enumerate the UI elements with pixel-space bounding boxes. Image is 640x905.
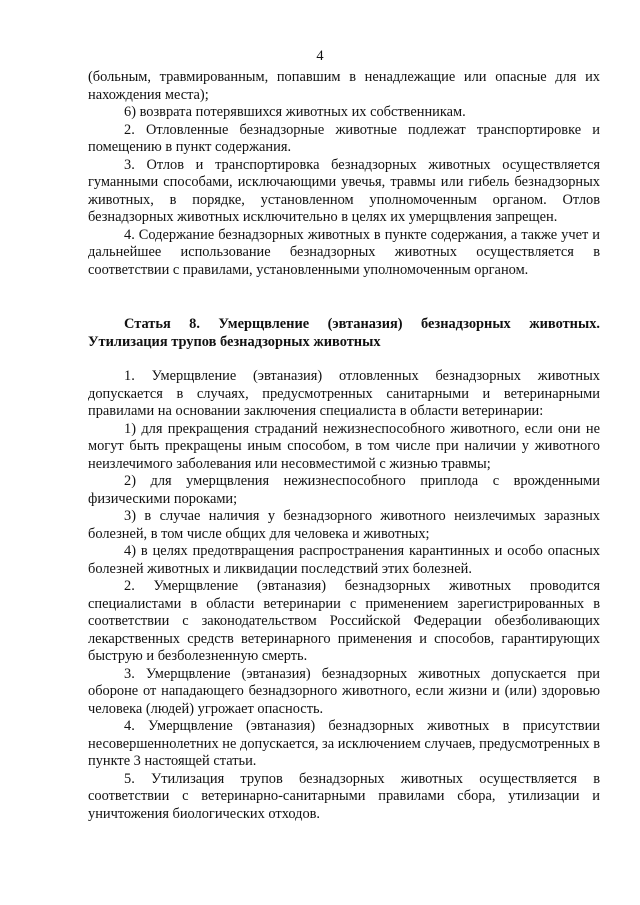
article-body bbox=[88, 368, 600, 823]
page-number: 4 bbox=[316, 48, 324, 64]
article-subitem-2: 2) для умерщвления нежизнеспособного приплода с врожденными физическими пороками; bbox=[88, 473, 600, 507]
article-subitem-3: 3) в случае наличия у безнадзорного животного неизлечимых заразных болезней, в том числе общих для человека и животных; bbox=[88, 508, 600, 542]
paragraph-item-6: 6) возврата потерявшихся животных их собственникам. bbox=[124, 104, 466, 120]
article-subitem-1: 1) для прекращения страданий нежизнеспособного животного, если они не могут быть прекращены иным способом, в том числе при наличии у животного неизлечимого заболевания или несовместимой с жизнью травмы; bbox=[88, 420, 600, 472]
paragraph-continuation: (больным, травмированным, попавшим в ненадлежащие или опасные для их нахождения места); bbox=[88, 69, 600, 103]
article-paragraph-5: 5. Утилизация трупов безнадзорных животных осуществляется в соответствии с ветеринарно-санитарными правилами сбора, утилизации и уничтожения биологических отходов. bbox=[88, 770, 600, 822]
article-title: Статья 8. Умерщвление (эвтаназия) безнадзорных животных. Утилизация трупов безнадзорных животных bbox=[88, 316, 600, 350]
article-paragraph-2: 2. Умерщвление (эвтаназия) безнадзорных животных проводится специалистами в области ветеринарии с применением зарегистрированных в соответствии с законодательством Российской Федерации обезболивающих лекарственных средств ветеринарного применения и способов, гарантирующих быструю и безболезненную смерть. bbox=[88, 578, 600, 664]
top-section bbox=[88, 69, 600, 279]
paragraph-3: 3. Отлов и транспортировка безнадзорных животных осуществляется гуманными способами, исключающими увечья, травмы или гибель безнадзорных животных, в порядке, установленном уполномоченным органом. Отлов безнадзорных животных исключительно в целях их умерщвления запрещен. bbox=[88, 156, 600, 225]
article-subitem-4: 4) в целях предотвращения распространения карантинных и особо опасных болезней животных и ликвидации последствий этих болезней. bbox=[88, 543, 600, 577]
paragraph-2: 2. Отловленные безнадзорные животные подлежат транспортировке и помещению в пункт содержания. bbox=[88, 121, 600, 155]
paragraph-4: 4. Содержание безнадзорных животных в пункте содержания, а также учет и дальнейшее использование безнадзорных животных осуществляется в соответствии с правилами, установленными уполномоченным органом. bbox=[88, 226, 600, 278]
article-heading bbox=[88, 316, 600, 351]
article-paragraph-4: 4. Умерщвление (эвтаназия) безнадзорных животных в присутствии несовершеннолетних не допускается, за исключением случаев, предусмотренных в пункте 3 настоящей статьи. bbox=[88, 718, 600, 769]
article-paragraph-1: 1. Умерщвление (эвтаназия) отловленных безнадзорных животных допускается в случаях, предусмотренных санитарными и ветеринарными правилами на основании заключения специалиста в области ветеринарии: bbox=[88, 368, 600, 419]
article-paragraph-3: 3. Умерщвление (эвтаназия) безнадзорных животных допускается при обороне от нападающего безнадзорного животного, если жизни и (или) здоровью человека (людей) угрожает опасность. bbox=[88, 665, 600, 717]
